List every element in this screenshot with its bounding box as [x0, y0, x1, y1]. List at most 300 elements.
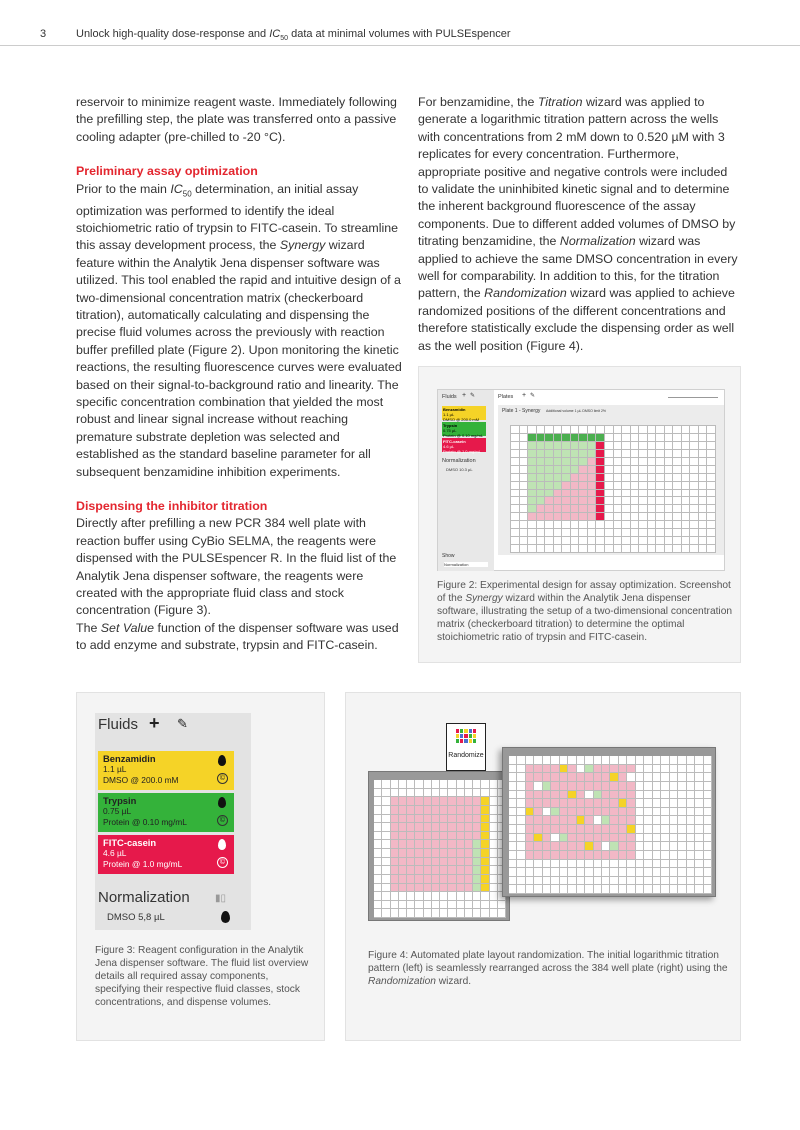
plate-well	[579, 434, 588, 442]
plate-well	[579, 450, 588, 458]
plate-well	[440, 832, 448, 841]
plate-well	[534, 885, 542, 894]
plate-well	[596, 545, 605, 553]
plate-well	[537, 497, 546, 505]
plate-well	[594, 773, 602, 782]
plate-well	[602, 851, 610, 860]
plate-well	[374, 875, 382, 884]
plate-well	[639, 513, 648, 521]
plate-well	[690, 450, 699, 458]
plate-well	[509, 825, 517, 834]
plate-well	[631, 450, 640, 458]
plate-well	[682, 442, 691, 450]
plate-well	[528, 442, 537, 450]
plate-well	[473, 884, 481, 893]
plate-well	[415, 875, 423, 884]
plate-well	[424, 806, 432, 815]
plate-well	[399, 797, 407, 806]
plate-well	[682, 521, 691, 529]
plate-well	[653, 773, 661, 782]
plate-well	[687, 765, 695, 774]
plate-well	[678, 808, 686, 817]
plate-well	[465, 901, 473, 910]
plate-well	[602, 885, 610, 894]
plate-well	[639, 426, 648, 434]
plate-well	[407, 892, 415, 901]
plate-well	[511, 505, 520, 513]
plate-well	[415, 909, 423, 918]
plate-well	[707, 513, 716, 521]
plate-well	[568, 860, 576, 869]
plate-well	[473, 815, 481, 824]
plate-well	[695, 791, 703, 800]
plate-well	[554, 545, 563, 553]
plate-well	[596, 466, 605, 474]
plate-well	[528, 513, 537, 521]
plate-well	[448, 806, 456, 815]
plate-well	[554, 434, 563, 442]
plate-well	[636, 851, 644, 860]
plate-well	[545, 490, 554, 498]
plate-well	[528, 537, 537, 545]
plate-well	[374, 832, 382, 841]
plate-well	[543, 799, 551, 808]
plate-well	[537, 434, 546, 442]
plate-well	[619, 782, 627, 791]
plate-well	[699, 545, 708, 553]
plate-well	[695, 860, 703, 869]
plate-well	[605, 497, 614, 505]
plate-well	[644, 791, 652, 800]
plate-well	[415, 806, 423, 815]
plate-well	[631, 442, 640, 450]
plate-well	[687, 756, 695, 765]
plate-well	[560, 782, 568, 791]
plate-well	[440, 780, 448, 789]
plate-well	[673, 545, 682, 553]
plate-well	[571, 537, 580, 545]
drop-icon	[221, 911, 230, 923]
plate-well	[528, 434, 537, 442]
plate-well	[568, 877, 576, 886]
plate-well	[631, 458, 640, 466]
plate-well	[498, 909, 506, 918]
plate-well	[543, 773, 551, 782]
plate-well	[407, 823, 415, 832]
plate-well	[610, 791, 618, 800]
plate-well	[610, 816, 618, 825]
plate-well	[448, 797, 456, 806]
plate-well	[605, 537, 614, 545]
plate-well	[568, 782, 576, 791]
plate-well	[673, 490, 682, 498]
plate-well	[673, 450, 682, 458]
plate-well	[687, 825, 695, 834]
plate-well	[374, 806, 382, 815]
plate-well	[577, 791, 585, 800]
plate-well	[537, 521, 546, 529]
plate-well	[490, 849, 498, 858]
plate-well	[695, 885, 703, 894]
plate-well	[517, 808, 525, 817]
plate-well	[594, 860, 602, 869]
plate-well	[562, 497, 571, 505]
plate-well	[619, 868, 627, 877]
plate-well	[543, 877, 551, 886]
fluids-label: Fluids	[442, 394, 457, 400]
plate-well	[440, 875, 448, 884]
plate-well	[631, 505, 640, 513]
plate-well	[407, 840, 415, 849]
plate-well	[594, 765, 602, 774]
plate-well	[585, 842, 593, 851]
plate-well	[391, 840, 399, 849]
plate-well	[562, 537, 571, 545]
plate-well	[636, 791, 644, 800]
plate-well	[619, 773, 627, 782]
plate-well	[481, 789, 489, 798]
plate-well	[432, 780, 440, 789]
plus-icon[interactable]: +	[149, 713, 160, 733]
randomize-button[interactable]	[446, 723, 486, 771]
plate-well	[399, 849, 407, 858]
plate-well	[622, 497, 631, 505]
plate-well	[481, 892, 489, 901]
plate-well	[424, 866, 432, 875]
plate-well	[545, 537, 554, 545]
reagent-trypsin[interactable]: Trypsin 0.75 µL Protein @ 0.10 mg/mL ©	[98, 793, 234, 832]
plate-well	[382, 849, 390, 858]
plate-well	[424, 840, 432, 849]
plate-well	[707, 545, 716, 553]
plate-well	[614, 458, 623, 466]
plate-well	[551, 885, 559, 894]
plate-well	[678, 885, 686, 894]
plate-well	[490, 832, 498, 841]
plate-well	[610, 834, 618, 843]
plate-well	[644, 842, 652, 851]
plate-well	[509, 808, 517, 817]
plate-well	[579, 529, 588, 537]
figure-caption: Figure 4: Automated plate layout randomization. The initial logarithmic titration pattern (left) is seamlessly rearranged across the 384 well plate (right) using the Randomization wizard.	[368, 950, 728, 987]
plate-well	[391, 832, 399, 841]
plate-well	[588, 434, 597, 442]
plate-well	[537, 545, 546, 553]
plate-well	[528, 450, 537, 458]
plate-well-grid[interactable]	[510, 425, 716, 553]
plate-well	[690, 505, 699, 513]
plate-well	[622, 529, 631, 537]
plate-well	[481, 806, 489, 815]
plate-well	[619, 816, 627, 825]
page-header	[0, 0, 800, 46]
plate-well	[687, 816, 695, 825]
plate-well	[382, 875, 390, 884]
plate-well	[704, 851, 712, 860]
plate-well	[588, 545, 597, 553]
fluid-trypsin[interactable]: Trypsin 0.75 µL Protein @ 0.10 mg/mL	[442, 422, 486, 436]
plate-well	[465, 858, 473, 867]
plate-well	[602, 756, 610, 765]
plate-well	[534, 756, 542, 765]
plate-well	[588, 482, 597, 490]
zoom-slider[interactable]	[668, 397, 718, 398]
plate-well	[602, 877, 610, 886]
plate-well	[673, 458, 682, 466]
plate-well	[517, 782, 525, 791]
fluid-fitc-casein[interactable]: FITC-casein 4.6 µL Protein @ 1.0 mg/mL	[442, 438, 486, 452]
plate-well	[407, 866, 415, 875]
plate-well	[661, 773, 669, 782]
plate-well	[665, 545, 674, 553]
plate-well	[627, 773, 635, 782]
plate-well	[407, 858, 415, 867]
plate-well	[465, 909, 473, 918]
plate-well	[610, 825, 618, 834]
plate-well	[596, 474, 605, 482]
plate-well	[520, 442, 529, 450]
plate-well	[577, 877, 585, 886]
plate-well	[424, 832, 432, 841]
plate-well	[699, 505, 708, 513]
plate-well	[673, 426, 682, 434]
plate-well	[579, 545, 588, 553]
plate-well	[534, 834, 542, 843]
plate-well	[690, 482, 699, 490]
plate-well	[627, 834, 635, 843]
plate-well	[585, 808, 593, 817]
plate-well	[588, 505, 597, 513]
plate-well	[448, 892, 456, 901]
plate-well	[614, 545, 623, 553]
plate-well	[415, 823, 423, 832]
plate-well	[707, 434, 716, 442]
plate-well	[424, 909, 432, 918]
plate-well	[707, 442, 716, 450]
plate-well	[511, 490, 520, 498]
plate-well	[596, 513, 605, 521]
plate-well	[551, 825, 559, 834]
plate-well	[382, 884, 390, 893]
plate-well	[545, 513, 554, 521]
plate-well	[619, 877, 627, 886]
plate-well	[585, 756, 593, 765]
plate-well	[520, 474, 529, 482]
plate-well	[382, 780, 390, 789]
plate-well	[614, 537, 623, 545]
plate-well	[577, 799, 585, 808]
plate-well	[520, 482, 529, 490]
plate-well	[534, 842, 542, 851]
plate-well	[534, 868, 542, 877]
plate-well	[661, 851, 669, 860]
fluids-list-screenshot	[95, 713, 251, 930]
plus-icon[interactable]: +	[522, 392, 527, 399]
plate-well	[619, 756, 627, 765]
plate-well	[682, 450, 691, 458]
plate-well	[656, 505, 665, 513]
show-dropdown[interactable]: Normalization	[444, 562, 488, 567]
plate-well	[648, 537, 657, 545]
plate-well	[704, 791, 712, 800]
plate-well	[382, 806, 390, 815]
plate-well	[534, 799, 542, 808]
plate-well	[596, 482, 605, 490]
plate-well	[473, 840, 481, 849]
plate-well	[551, 851, 559, 860]
plate-well	[656, 474, 665, 482]
figure-2	[418, 366, 741, 663]
plate-well	[391, 806, 399, 815]
plate-well	[687, 808, 695, 817]
plate-well	[682, 490, 691, 498]
plate-well	[534, 808, 542, 817]
plate-well	[545, 505, 554, 513]
plate-well	[374, 858, 382, 867]
plate-well	[448, 866, 456, 875]
page-number: 3	[40, 28, 47, 40]
plate-well	[644, 799, 652, 808]
plate-well	[699, 490, 708, 498]
plate-well	[648, 482, 657, 490]
plate-well	[543, 756, 551, 765]
plate-well	[537, 529, 546, 537]
plate-well	[656, 513, 665, 521]
plate-well	[656, 442, 665, 450]
plate-well	[588, 442, 597, 450]
plate-well	[407, 875, 415, 884]
plate-well	[631, 537, 640, 545]
plate-well	[594, 816, 602, 825]
plate-well	[528, 458, 537, 466]
plate-well	[560, 765, 568, 774]
plate-well	[407, 901, 415, 910]
plate-well	[473, 892, 481, 901]
plate-well	[511, 434, 520, 442]
plate-well	[577, 842, 585, 851]
plate-well	[440, 789, 448, 798]
plate-well	[560, 877, 568, 886]
copyright-icon: ©	[217, 815, 228, 826]
plate-well	[585, 773, 593, 782]
plate-well	[560, 851, 568, 860]
drop-icon	[218, 839, 226, 850]
plate-well	[481, 875, 489, 884]
plus-icon[interactable]: +	[462, 392, 467, 399]
plate-well	[534, 765, 542, 774]
plate-well	[424, 875, 432, 884]
plate-well	[374, 884, 382, 893]
plate-well	[678, 782, 686, 791]
plate-well	[639, 450, 648, 458]
plate-well	[432, 840, 440, 849]
plate-well	[588, 490, 597, 498]
fluid-benzamidin[interactable]: Benzamidin 1.1 µL DMSO @ 200.0 mM	[442, 406, 486, 420]
plate-well	[614, 442, 623, 450]
pencil-icon[interactable]: ✎	[177, 716, 188, 731]
plate-well	[457, 806, 465, 815]
plate-well	[644, 808, 652, 817]
plate-well	[551, 868, 559, 877]
paragraph: reservoir to minimize reagent waste. Immediately following the prefilling step, the plate was transferred onto a passive cooling adapter (pre-chilled to -20 °C).	[76, 95, 397, 144]
plate-well	[653, 868, 661, 877]
plate-well	[440, 823, 448, 832]
plate-well	[543, 816, 551, 825]
plate-well	[440, 901, 448, 910]
plate-well	[596, 521, 605, 529]
plate-well	[415, 892, 423, 901]
plate-well	[391, 797, 399, 806]
plate-well	[399, 909, 407, 918]
reagent-benzamidin[interactable]: Benzamidin 1.1 µL DMSO @ 200.0 mM ©	[98, 751, 234, 790]
plate-well	[614, 450, 623, 458]
plate-well	[656, 450, 665, 458]
pencil-icon[interactable]: ✎	[530, 393, 536, 399]
plate-well	[610, 885, 618, 894]
plate-well	[614, 474, 623, 482]
plate-well	[661, 791, 669, 800]
plate-well	[605, 529, 614, 537]
plate-well	[707, 537, 716, 545]
plate-well	[473, 866, 481, 875]
plate-well	[391, 909, 399, 918]
plate-well	[665, 529, 674, 537]
plate-well	[465, 823, 473, 832]
plate-well	[545, 442, 554, 450]
plate-well	[562, 458, 571, 466]
plate-well	[526, 756, 534, 765]
plate-well	[622, 537, 631, 545]
plate-well	[670, 808, 678, 817]
plate-well	[424, 797, 432, 806]
plate-well	[670, 773, 678, 782]
plate-well	[636, 765, 644, 774]
plate-well	[636, 773, 644, 782]
plate-well	[481, 840, 489, 849]
plate-well	[528, 490, 537, 498]
running-title: Unlock high-quality dose-response and $IC_{50}$ data at minimal volumes with PULSEspencer	[76, 28, 511, 43]
plate-well	[585, 851, 593, 860]
plate-well	[554, 482, 563, 490]
plate-well	[490, 815, 498, 824]
plate-well	[577, 782, 585, 791]
plate-well	[699, 426, 708, 434]
plate-well	[648, 513, 657, 521]
plate-well	[407, 780, 415, 789]
pencil-icon[interactable]: ✎	[470, 393, 476, 399]
normalization-icon[interactable]: ▮▯	[215, 893, 227, 904]
plate-well	[610, 773, 618, 782]
reagent-fitc-casein[interactable]: FITC-casein 4.6 µL Protein @ 1.0 mg/mL ©	[98, 835, 234, 874]
plate-well	[457, 858, 465, 867]
plate-well	[415, 840, 423, 849]
plate-well	[644, 877, 652, 886]
plate-well	[481, 884, 489, 893]
copyright-icon: ©	[217, 773, 228, 784]
plate-well	[665, 442, 674, 450]
plate-well	[577, 860, 585, 869]
plate-well	[554, 497, 563, 505]
copyright-icon: ©	[217, 857, 228, 868]
plate-well	[490, 789, 498, 798]
plate-well	[594, 791, 602, 800]
plate-well	[382, 866, 390, 875]
plate-well	[543, 860, 551, 869]
plate-well	[594, 877, 602, 886]
plate-well	[678, 825, 686, 834]
plate-well	[704, 860, 712, 869]
plate-well	[517, 825, 525, 834]
